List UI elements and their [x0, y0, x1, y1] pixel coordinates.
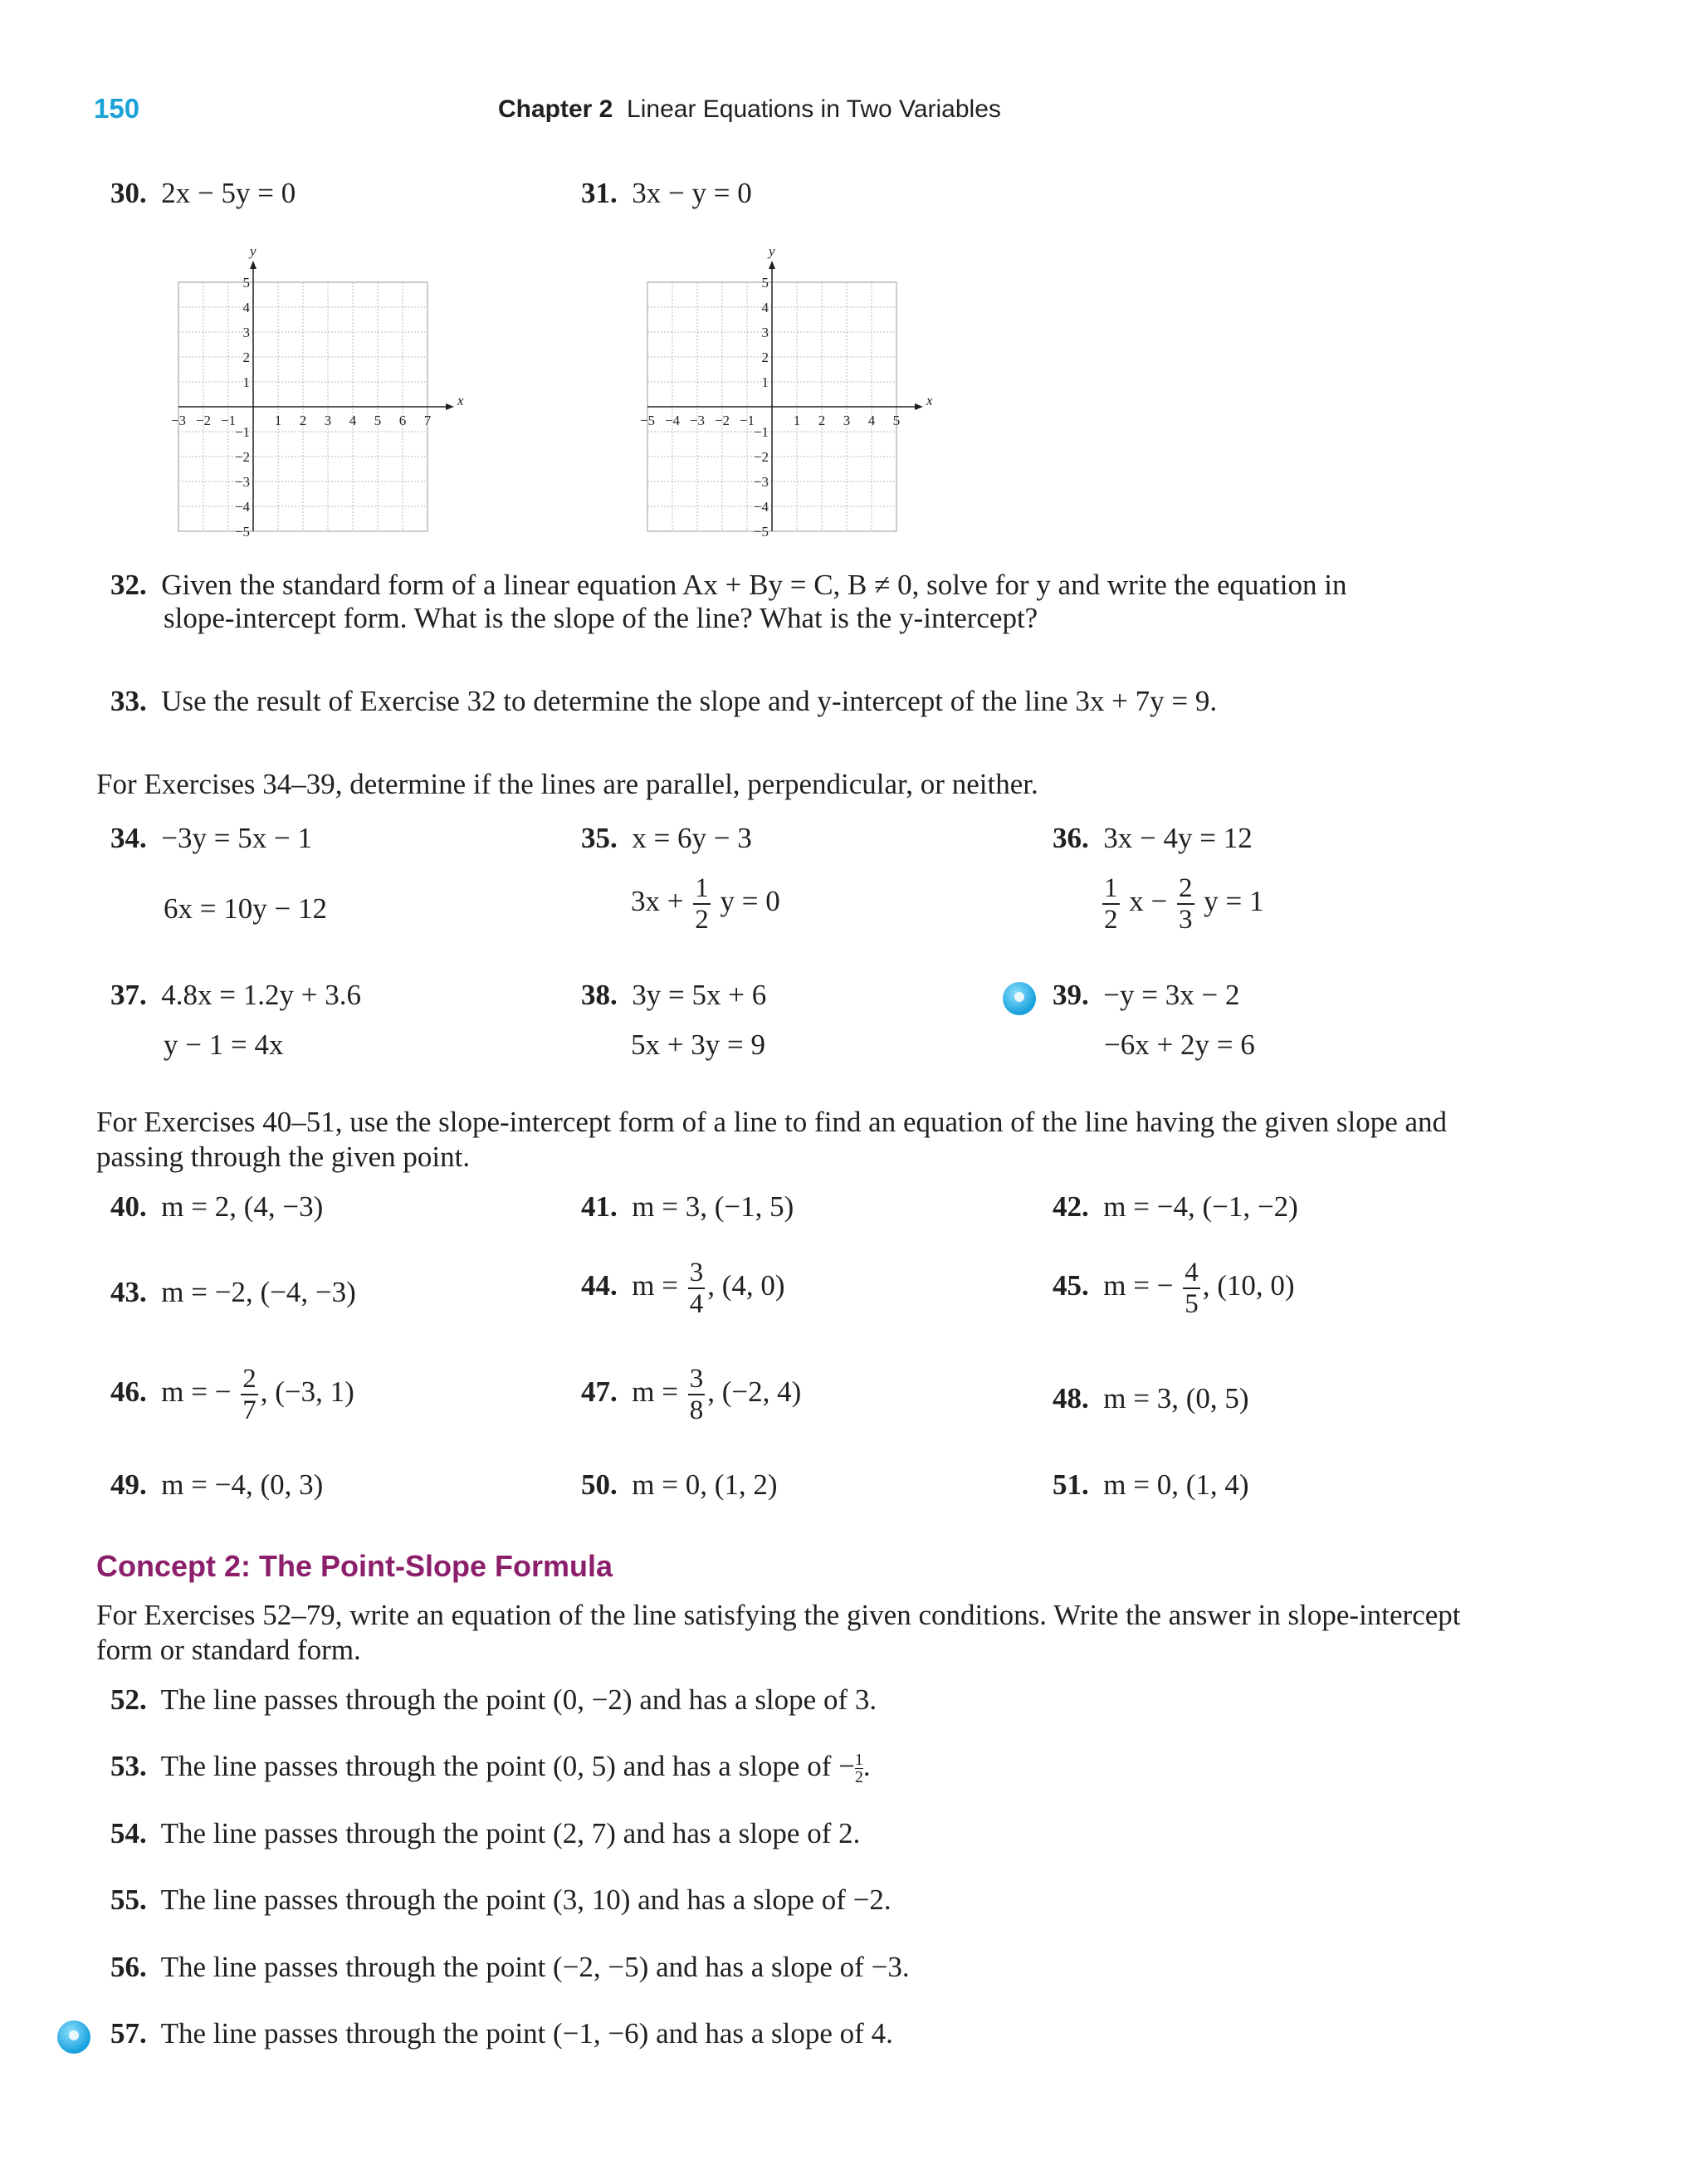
- exercise-text: m = 0, (1, 4): [1103, 1468, 1249, 1501]
- exercise-text: m =: [632, 1375, 678, 1409]
- exercise-number: 43.: [110, 1276, 147, 1308]
- exercise-number: 47.: [581, 1375, 618, 1409]
- x-tick-label: −2: [714, 413, 730, 428]
- instructions-52-79: For Exercises 52–79, write an equation of the line satisfying the given conditions. Write the answer in slope-intercept form or standard form.: [96, 1599, 1461, 1666]
- y-tick-label: −4: [753, 499, 769, 515]
- exercise-text: The line passes through the point (2, 7) and has a slope of 2.: [160, 1817, 861, 1849]
- y-tick-label: −5: [753, 524, 769, 540]
- exercise-number: 53.: [110, 1750, 147, 1782]
- equation-1: −3y = 5x − 1: [161, 822, 312, 854]
- y-tick-label: 4: [242, 300, 250, 315]
- y-tick-label: 5: [242, 275, 250, 291]
- exercise-34-equation-2: 6x = 10y − 12: [164, 892, 327, 925]
- exercise-number: 44.: [581, 1269, 618, 1302]
- y-tick-label: −3: [753, 474, 769, 490]
- video-icon[interactable]: [1003, 982, 1036, 1015]
- exercise-35: [581, 821, 752, 856]
- y-tick-label: 5: [761, 275, 769, 291]
- x-axis-arrow: [915, 403, 923, 410]
- fraction: $\frac{4}{5}$: [1185, 1258, 1199, 1319]
- exercise-text: m = 3, (−1, 5): [632, 1190, 794, 1223]
- y-tick-label: −3: [234, 474, 250, 490]
- exercise-36: [1053, 821, 1253, 856]
- exercise-number: 45.: [1053, 1269, 1089, 1302]
- equation-part: y = 1: [1204, 885, 1264, 918]
- coordinate-grid-31: [627, 241, 942, 548]
- y-tick-label: 3: [242, 325, 250, 340]
- exercise-text: m =: [632, 1269, 678, 1302]
- equation-1: 3y = 5x + 6: [632, 979, 767, 1011]
- exercise-number: 34.: [110, 822, 147, 854]
- exercise-number: 56.: [110, 1951, 147, 1983]
- exercise-37-equation-2: y − 1 = 4x: [164, 1028, 284, 1061]
- equation-1: x = 6y − 3: [632, 822, 752, 854]
- exercise-number: 55.: [110, 1884, 147, 1916]
- exercise-30-prompt: [110, 176, 296, 211]
- exercise-34: [110, 821, 312, 856]
- x-tick-label: −1: [220, 413, 237, 428]
- exercise-number: 49.: [110, 1468, 147, 1501]
- equation-part: x −: [1129, 885, 1168, 918]
- instructions-34-39: For Exercises 34–39, determine if the lines are parallel, perpendicular, or neither.: [96, 768, 1038, 800]
- exercise-41: [581, 1190, 794, 1224]
- y-tick-label: −1: [753, 424, 769, 440]
- fraction: $\frac{3}{8}$: [689, 1364, 704, 1425]
- exercise-text: m = 3, (0, 5): [1103, 1382, 1249, 1414]
- instructions-40-51: For Exercises 40–51, use the slope-intercept form of a line to find an equation of the line having the given slope and passing through the given point.: [96, 1106, 1448, 1173]
- video-icon[interactable]: [57, 2020, 90, 2054]
- y-tick-label: 1: [761, 374, 769, 390]
- exercise-number: 42.: [1053, 1190, 1089, 1223]
- exercise-38-equation-2: 5x + 3y = 9: [631, 1028, 765, 1061]
- y-axis-label: y: [769, 243, 775, 259]
- exercise-number: 52.: [110, 1683, 147, 1716]
- exercise-text: The line passes through the point (−2, −5) and has a slope of −3.: [160, 1951, 910, 1983]
- y-tick-label: −4: [234, 499, 250, 515]
- equation-1: −y = 3x − 2: [1103, 979, 1240, 1011]
- exercise-31-prompt: [581, 176, 752, 211]
- x-tick-label: −3: [170, 413, 187, 428]
- exercise-49: [110, 1468, 323, 1502]
- exercise-number: 37.: [110, 979, 147, 1011]
- exercise-40: [110, 1190, 323, 1224]
- exercise-text: m = −4, (0, 3): [161, 1468, 324, 1501]
- fraction: $\frac{2}{3}$: [1179, 873, 1193, 935]
- exercise-text: , (10, 0): [1202, 1269, 1295, 1302]
- exercise-text: The line passes through the point (−1, −6) and has a slope of 4.: [160, 2017, 893, 2050]
- x-axis-arrow: [446, 403, 454, 410]
- exercise-39: [1053, 978, 1239, 1013]
- equation-1: 4.8x = 1.2y + 3.6: [161, 979, 361, 1011]
- exercise-48: [1053, 1381, 1249, 1416]
- exercise-51: [1053, 1468, 1249, 1502]
- x-tick-label: 5: [892, 413, 901, 428]
- fraction: $\frac{3}{4}$: [689, 1258, 704, 1319]
- exercise-57: [110, 2016, 893, 2051]
- exercise-37: [110, 978, 361, 1013]
- x-tick-label: 4: [867, 413, 876, 428]
- exercise-text: m = 2, (4, −3): [161, 1190, 324, 1223]
- x-tick-label: 2: [299, 413, 307, 428]
- exercise-text: m = −4, (−1, −2): [1103, 1190, 1298, 1223]
- exercise-number: 46.: [110, 1375, 147, 1409]
- exercise-45: [1053, 1258, 1295, 1319]
- exercise-35-equation-2: [631, 873, 780, 935]
- exercise-39-equation-2: −6x + 2y = 6: [1104, 1028, 1255, 1061]
- fraction: $\frac{2}{7}$: [242, 1364, 256, 1425]
- exercise-46: [110, 1364, 354, 1425]
- exercise-number: 54.: [110, 1817, 147, 1849]
- exercise-number: 50.: [581, 1468, 618, 1501]
- exercise-number: 30.: [110, 177, 147, 209]
- exercise-text: The line passes through the point (0, −2) and has a slope of 3.: [160, 1683, 877, 1716]
- y-tick-label: −2: [753, 449, 769, 465]
- exercise-number: 40.: [110, 1190, 147, 1223]
- exercise-text: m = −: [1103, 1269, 1174, 1302]
- equation-part: y = 0: [720, 885, 780, 918]
- exercise-33: [110, 684, 1217, 719]
- y-tick-label: 2: [761, 349, 769, 365]
- y-axis-label: y: [250, 243, 256, 259]
- exercise-number: 33.: [110, 685, 147, 717]
- exercise-number: 57.: [110, 2017, 147, 2050]
- exercise-text: m = −2, (−4, −3): [161, 1276, 356, 1308]
- exercise-44: [581, 1258, 785, 1319]
- x-axis-label: x: [926, 393, 933, 408]
- x-tick-label: 6: [398, 413, 407, 428]
- exercise-number: 48.: [1053, 1382, 1089, 1414]
- exercise-number: 51.: [1053, 1468, 1089, 1501]
- concept-heading: Concept 2: The Point-Slope Formula: [96, 1549, 613, 1583]
- exercise-36-equation-2: [1100, 873, 1264, 935]
- exercise-text: The line passes through the point (3, 10) and has a slope of −2.: [160, 1884, 892, 1916]
- x-tick-label: 2: [818, 413, 826, 428]
- fraction: $\frac{1}{2}$: [854, 1751, 863, 1787]
- exercise-text: , (−3, 1): [260, 1375, 354, 1409]
- exercise-text: Use the result of Exercise 32 to determine the slope and y-intercept of the line 3x + 7y = 9.: [161, 685, 1218, 717]
- exercise-42: [1053, 1190, 1298, 1224]
- exercise-text: , (4, 0): [707, 1269, 785, 1302]
- x-tick-label: 5: [374, 413, 382, 428]
- x-tick-label: 3: [843, 413, 851, 428]
- exercise-32: [110, 568, 1346, 603]
- coordinate-grid-30: [158, 241, 473, 548]
- page-number: 150: [94, 93, 140, 124]
- exercise-32-continued: slope-intercept form. What is the slope of the line? What is the y-intercept?: [164, 602, 1038, 634]
- y-tick-label: −5: [234, 524, 250, 540]
- fraction: $\frac{1}{2}$: [1104, 873, 1118, 935]
- exercise-54: [110, 1816, 860, 1851]
- equation: 2x − 5y = 0: [161, 177, 296, 209]
- x-tick-label: −5: [639, 413, 656, 428]
- x-tick-label: 3: [324, 413, 332, 428]
- exercise-text: m = 0, (1, 2): [632, 1468, 778, 1501]
- running-header: [498, 95, 1001, 124]
- exercise-53: [110, 1749, 871, 1786]
- exercise-number: 31.: [581, 177, 618, 209]
- exercise-47: [581, 1364, 801, 1425]
- exercise-number: 32.: [110, 569, 147, 601]
- exercise-number: 36.: [1053, 822, 1089, 854]
- y-tick-label: 1: [242, 374, 250, 390]
- y-axis-arrow: [250, 261, 256, 269]
- fraction: $\frac{1}{2}$: [695, 873, 709, 935]
- exercise-text: .: [862, 1750, 871, 1782]
- equation-1: 3x − 4y = 12: [1103, 822, 1253, 854]
- exercise-number: 39.: [1053, 979, 1089, 1011]
- x-tick-label: 1: [793, 413, 801, 428]
- exercise-38: [581, 978, 766, 1013]
- exercise-43: [110, 1275, 356, 1310]
- equation: 3x − y = 0: [632, 177, 752, 209]
- x-axis-label: x: [457, 393, 464, 408]
- y-tick-label: 2: [242, 349, 250, 365]
- x-tick-label: 4: [349, 413, 357, 428]
- x-tick-label: −4: [664, 413, 681, 428]
- equation-part: 3x +: [631, 885, 684, 918]
- y-axis-arrow: [769, 261, 775, 269]
- exercise-50: [581, 1468, 778, 1502]
- y-tick-label: −2: [234, 449, 250, 465]
- y-tick-label: 3: [761, 325, 769, 340]
- exercise-number: 35.: [581, 822, 618, 854]
- exercise-text: Given the standard form of a linear equation Ax + By = C, B ≠ 0, solve for y and write the equation in: [161, 569, 1347, 601]
- x-tick-label: 7: [423, 413, 432, 428]
- exercise-56: [110, 1950, 910, 1985]
- exercise-55: [110, 1883, 892, 1918]
- exercise-text: The line passes through the point (0, 5) and has a slope of −: [160, 1750, 855, 1782]
- y-tick-label: 4: [761, 300, 769, 315]
- chapter-label: Chapter 2: [498, 95, 613, 123]
- x-tick-label: 1: [274, 413, 282, 428]
- chapter-title: Linear Equations in Two Variables: [627, 95, 1001, 123]
- y-tick-label: −1: [234, 424, 250, 440]
- exercise-number: 38.: [581, 979, 618, 1011]
- exercise-text: m = −: [161, 1375, 232, 1409]
- exercise-number: 41.: [581, 1190, 618, 1223]
- x-tick-label: −2: [195, 413, 212, 428]
- x-tick-label: −3: [689, 413, 706, 428]
- x-tick-label: −1: [739, 413, 755, 428]
- exercise-text: , (−2, 4): [707, 1375, 802, 1409]
- exercise-52: [110, 1683, 877, 1717]
